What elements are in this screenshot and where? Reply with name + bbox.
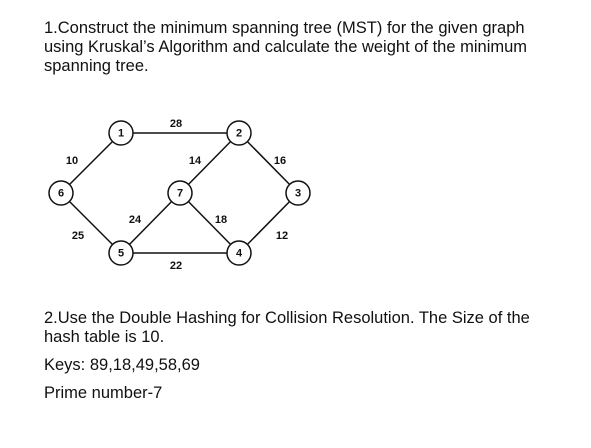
edge-weight-5-4: 22	[169, 259, 183, 272]
graph-nodes	[49, 121, 310, 265]
node-6	[49, 181, 73, 205]
question-2-text: 2.Use the Double Hashing for Collision Resolution. The Size of the hash table is 10.	[44, 309, 530, 346]
node-label-4: 4	[235, 247, 243, 260]
node-label-2: 2	[235, 127, 243, 140]
node-label-7: 7	[176, 187, 184, 200]
node-3	[286, 181, 310, 205]
node-7	[168, 181, 192, 205]
edge-weight-1-2: 28	[169, 117, 183, 130]
node-1	[109, 121, 133, 145]
prime-number-line: Prime number-7	[44, 384, 163, 402]
edge-weight-2-7: 14	[188, 154, 202, 167]
node-2	[227, 121, 251, 145]
node-label-3: 3	[294, 187, 302, 200]
node-label-1: 1	[117, 127, 125, 140]
edge-weight-3-4: 12	[275, 229, 289, 242]
edge-weight-1-6: 10	[65, 154, 79, 167]
node-label-5: 5	[117, 247, 125, 260]
node-5	[109, 241, 133, 265]
edge-weight-7-5: 24	[128, 213, 142, 226]
node-4	[227, 241, 251, 265]
node-label-6: 6	[57, 187, 65, 200]
edge-weight-2-3: 16	[273, 154, 287, 167]
keys-line: Keys: 89,18,49,58,69	[44, 356, 200, 374]
question-1-text: 1.Construct the minimum spanning tree (MST) for the given graph using Kruskal’s Algorithm and calculate the weight of the minimum spanning tree.	[44, 19, 528, 75]
edge-weight-7-4: 18	[214, 213, 228, 226]
edge-weight-6-5: 25	[71, 229, 85, 242]
